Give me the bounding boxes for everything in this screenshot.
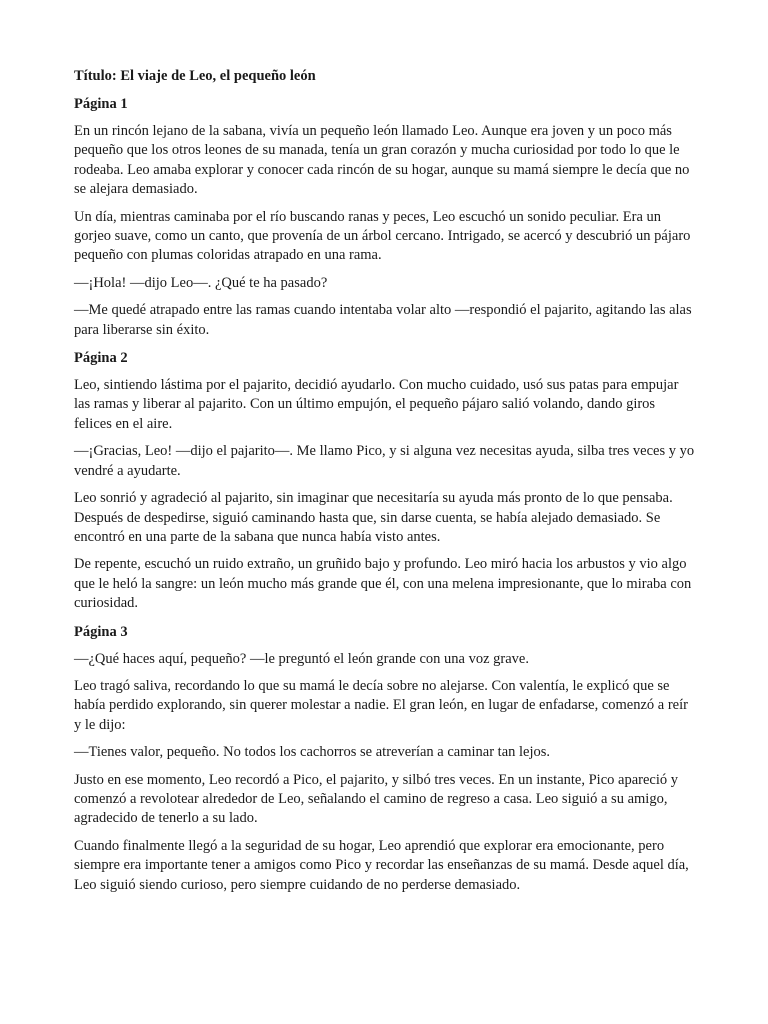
paragraph: De repente, escuchó un ruido extraño, un gruñido bajo y profundo. Leo miró hacia los arbustos y vio algo que le heló la sangre: un león mucho más grande que él, con una melena impresionante, que lo miraba con curiosidad. <box>74 556 692 612</box>
dialogue-line: —¡Hola! —dijo Leo—. ¿Qué te ha pasado? <box>74 274 328 291</box>
section-heading-pagina-1: Página 1 <box>74 96 128 112</box>
paragraph: Justo en ese momento, Leo recordó a Pico, el pajarito, y silbó tres veces. En un instante, Pico apareció y comenzó a revolotear alrededor de Leo, señalando el camino de regreso a casa. Leo siguió a su amigo, agradecido de tenerlo a su lado. <box>74 771 678 827</box>
document-page <box>74 66 696 903</box>
paragraph: Leo sonrió y agradeció al pajarito, sin imaginar que necesitaría su ayuda más pronto de lo que pensaba. Después de despedirse, siguió caminando hasta que, sin darse cuenta, se había alejado demasiado. Se encontró en una parte de la sabana que nunca había visto antes. <box>74 490 673 545</box>
dialogue-line: —¿Qué haces aquí, pequeño? —le preguntó el león grande con una voz grave. <box>74 650 529 667</box>
paragraph: Un día, mientras caminaba por el río buscando ranas y peces, Leo escuchó un sonido peculiar. Era un gorjeo suave, como un canto, que provenía de un árbol cercano. Intrigado, se acercó y descubrió un pájaro pequeño con plumas coloridas atrapado en una rama. <box>74 208 691 264</box>
dialogue-line: —Me quedé atrapado entre las ramas cuando intentaba volar alto —respondió el pajarito, agitando las alas para liberarse sin éxito. <box>74 302 692 338</box>
section-heading-pagina-2: Página 2 <box>74 350 128 367</box>
paragraph: En un rincón lejano de la sabana, vivía un pequeño león llamado Leo. Aunque era joven y un poco más pequeño que los otros leones de su manada, tenía un gran corazón y mucha curiosidad por todo lo que le rodeaba. Leo amaba explorar y conocer cada rincón de su hogar, aunque su mamá siempre le decía que no se alejara demasiado. <box>74 123 690 198</box>
dialogue-line: —Tienes valor, pequeño. No todos los cachorros se atreverían a caminar tan lejos. <box>74 744 551 761</box>
paragraph: Cuando finalmente llegó a la seguridad de su hogar, Leo aprendió que explorar era emocionante, pero siempre era importante tener a amigos como Pico y recordar las enseñanzas de su mamá. Desde aquel día, Leo siguió siendo curioso, pero siempre cuidando de no perderse demasiado. <box>74 837 689 893</box>
dialogue-line: —¡Gracias, Leo! —dijo el pajarito—. Me llamo Pico, y si alguna vez necesitas ayuda, silba tres veces y yo vendré a ayudarte. <box>74 443 695 479</box>
section-heading-pagina-3: Página 3 <box>74 623 128 640</box>
document-title: Título: El viaje de Leo, el pequeño león <box>74 68 316 84</box>
paragraph: Leo, sintiendo lástima por el pajarito, decidió ayudarlo. Con mucho cuidado, usó sus patas para empujar las ramas y liberar al pajarito. Con un último empujón, el pequeño pájaro salió volando, dando giros felices en el aire. <box>74 377 679 432</box>
paragraph: Leo tragó saliva, recordando lo que su mamá le decía sobre no alejarse. Con valentía, le explicó que se había perdido explorando, sin querer molestar a nadie. El gran león, en lugar de enfadarse, comenzó a reír y le dijo: <box>74 677 688 733</box>
